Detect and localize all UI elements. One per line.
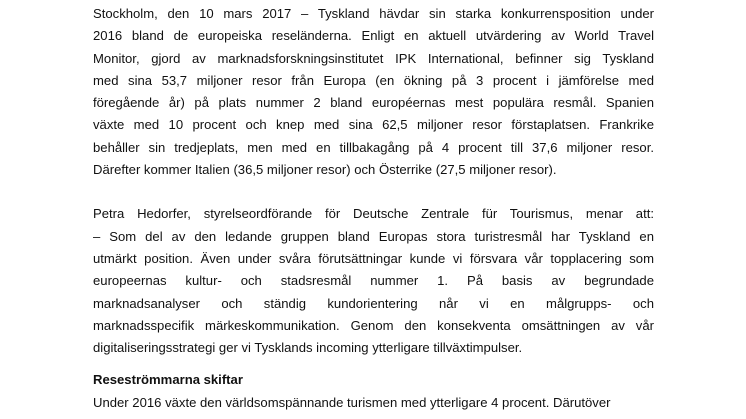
text-line: digitaliseringsstrategi ger vi Tysklands incoming ytterligare tillväxtimpulser.	[93, 340, 523, 356]
text-line: 2016 bland de europeiska reseländerna. Enligt en aktuell utvärdering av World Travel	[93, 28, 654, 44]
text-line: Stockholm, den 10 mars 2017 – Tyskland hävdar sin starka konkurrensposition under	[93, 6, 654, 21]
document-page	[93, 3, 654, 414]
text-line: Därefter kommer Italien (36,5 miljoner resor) och Österrike (27,5 miljoner resor).	[93, 162, 557, 178]
text-line: europeernas kultur- och stadsresmål nummer 1. På basis av begrundade	[93, 273, 654, 289]
paragraph-quote	[93, 203, 654, 359]
text-line: behåller sin tredjeplats, men med en tillbakagång på 4 procent till 37,6 miljoner resor.	[93, 139, 654, 155]
text-line: utmärkt position. Även under svåra förutsättningar kunde vi försvara vår topplacering som	[93, 250, 654, 266]
text-line: marknadsspecifik märkeskommunikation. Genom den konsekventa omsättningen av vår	[93, 317, 654, 333]
text-line: – Som del av den ledande gruppen bland Europas stora turistresmål har Tyskland en	[93, 228, 654, 244]
section-heading: Reseströmmarna skiftar	[93, 372, 243, 388]
text-line: Petra Hedorfer, styrelseordförande för Deutsche Zentrale für Tourismus, menar att:	[93, 206, 654, 222]
partial-text-line: Under 2016 växte den världsomspännande turismen med ytterligare 4 procent. Därutöver	[93, 394, 611, 410]
paragraph-intro	[93, 3, 654, 181]
text-line: marknadsanalyser och ständig kundorientering når vi en målgrupps- och	[93, 295, 654, 311]
text-line: Monitor, gjord av marknadsforskningsinstitutet IPK International, befinner sig Tyskland	[93, 50, 654, 66]
text-line: föregående år) på plats nummer 2 bland européernas mest populära resmål. Spanien	[93, 95, 654, 111]
text-line: med sina 53,7 miljoner resor från Europa (en ökning på 3 procent i jämförelse med	[93, 72, 654, 88]
text-line: växte med 10 procent och knep med sina 62,5 miljoner resor förstaplatsen. Frankrike	[93, 117, 654, 133]
